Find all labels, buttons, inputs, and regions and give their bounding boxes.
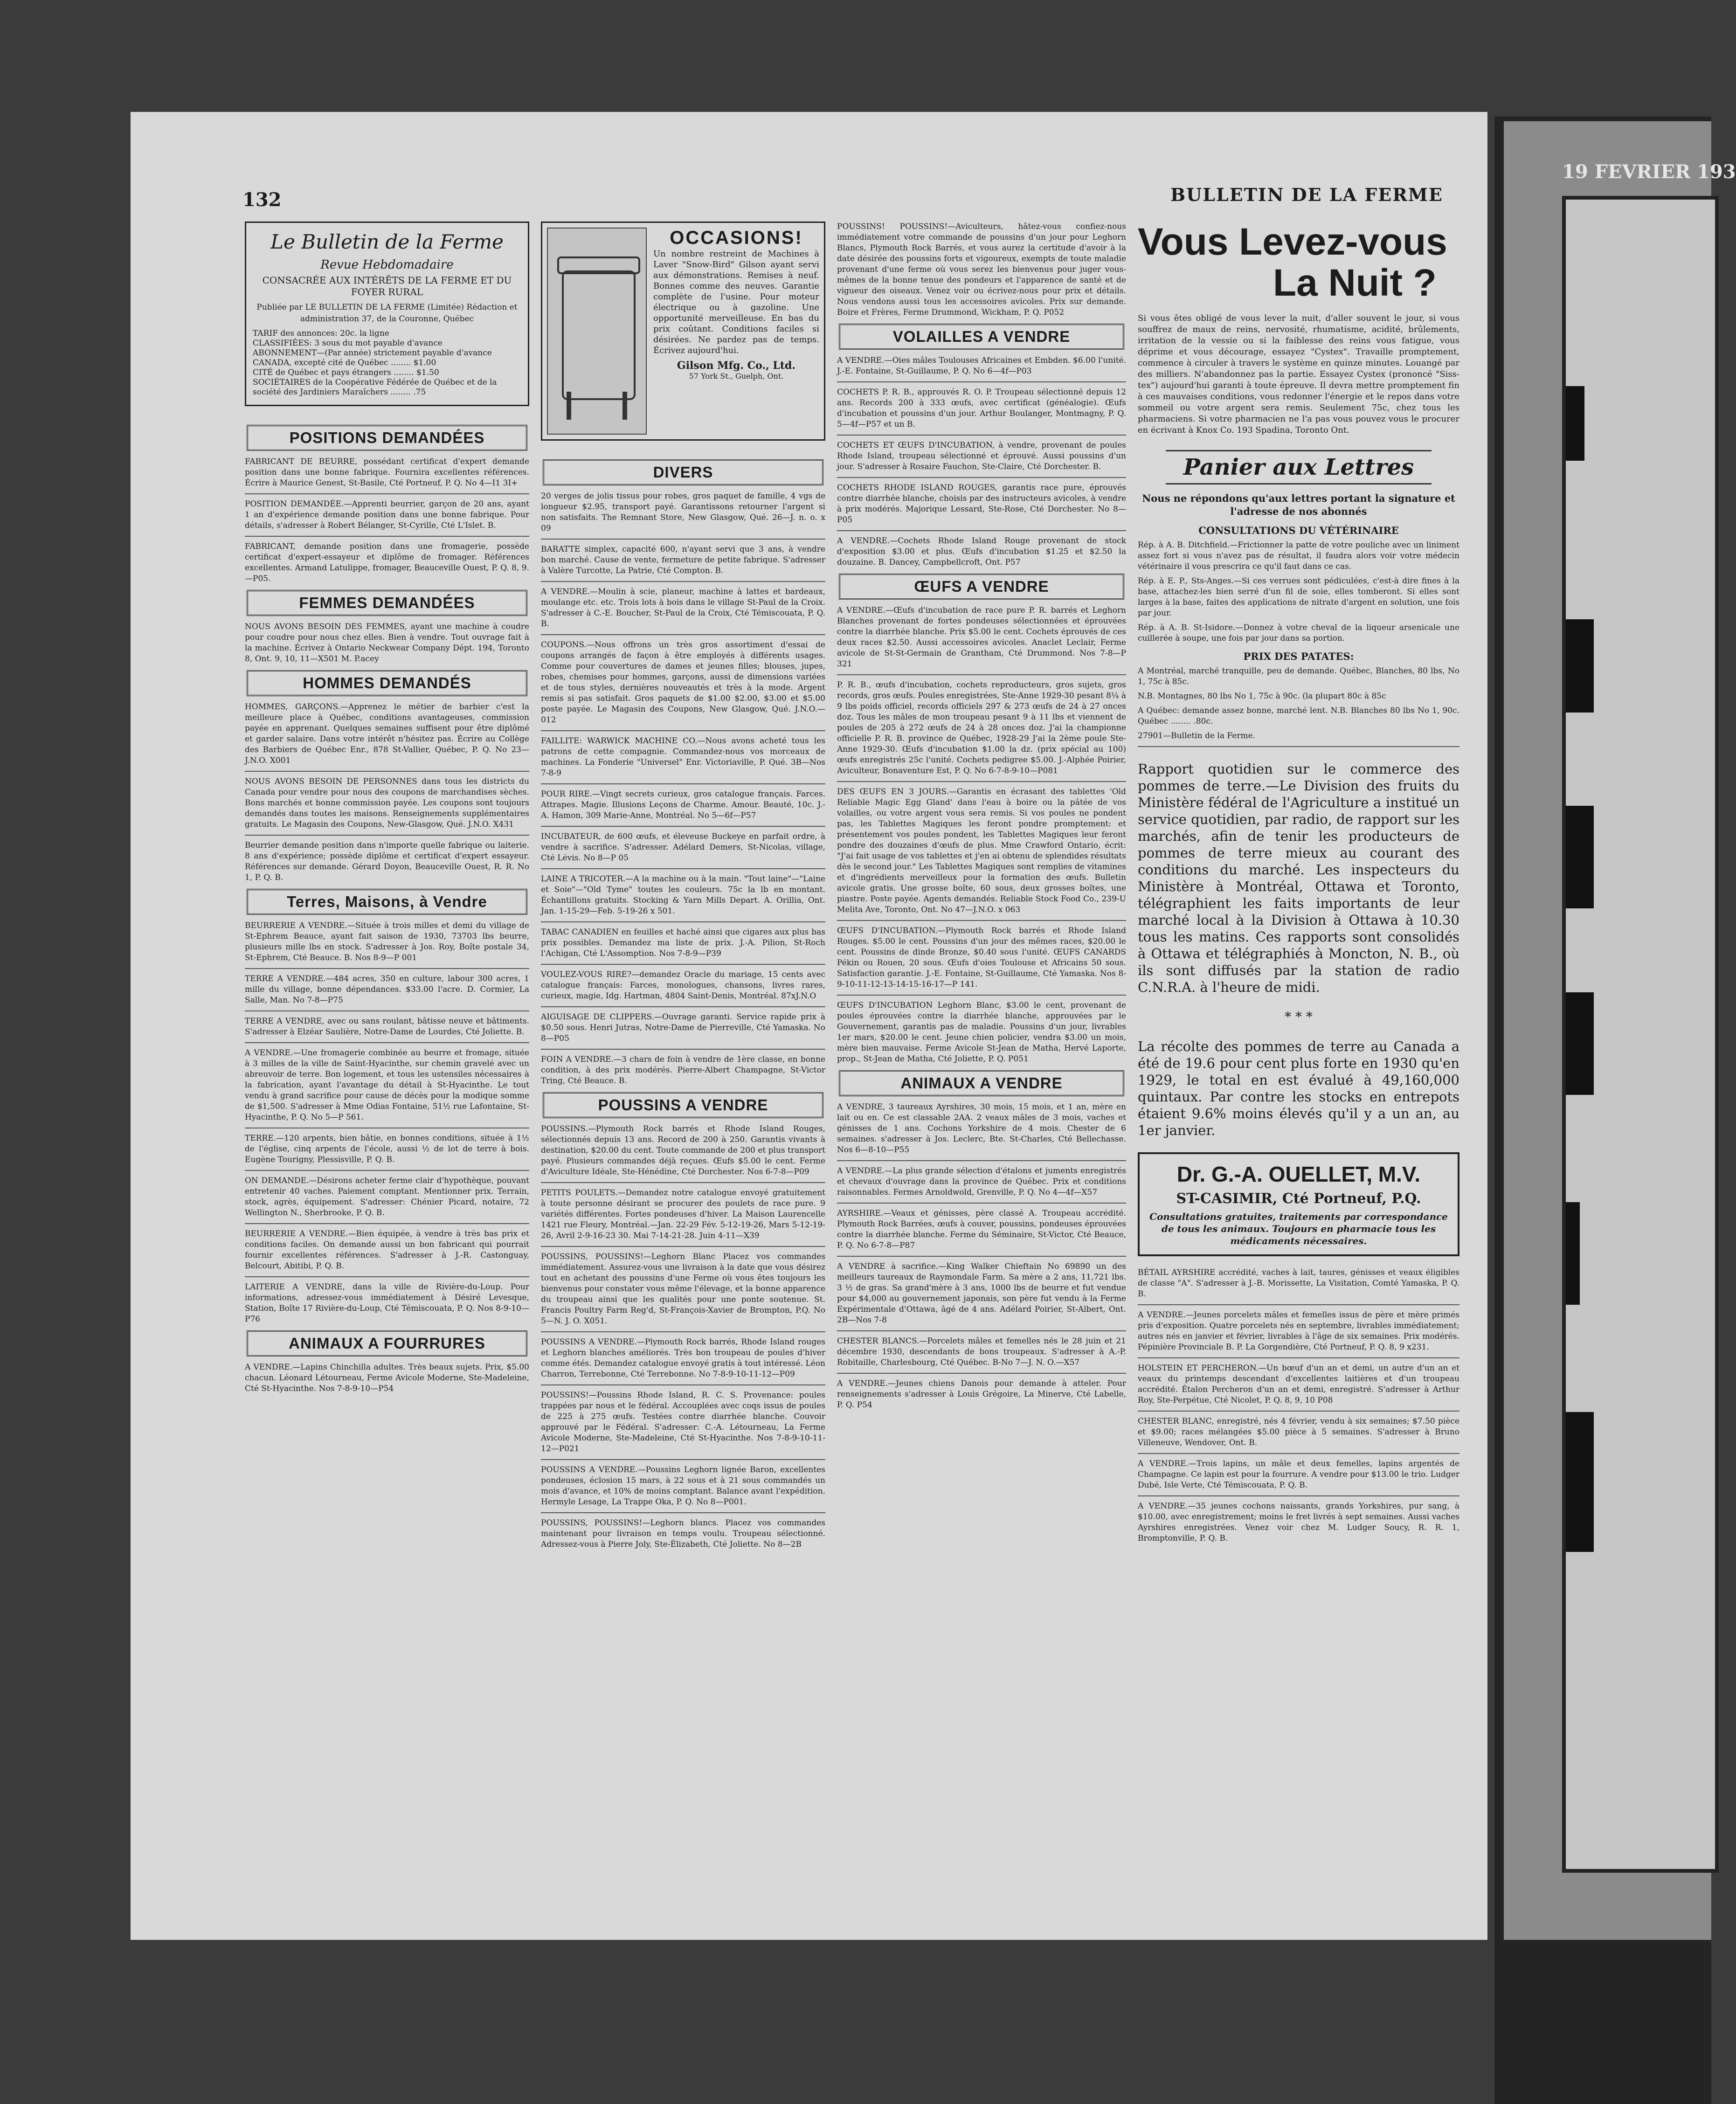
column-2: [541, 221, 825, 1554]
classified-ad: BARATTE simplex, capacité 600, n'ayant servi que 3 ans, à vendre bon marché. Cause de vente, fermeture de petite fabrique. S'adresser à Valère Turcotte, La Patrie, Cté Compton. B.: [541, 545, 825, 575]
classified-ad: POUSSINS, POUSSINS!—Leghorn Blanc Placez vos commandes immédiatement. Assurez-vous une livraison à la date que vous désirez tout en achetant des poussins d'une Ferme où vous êtes toujours les bienvenus pour constater vous même l'élevage, et la bonne apparence du troupeau ainsi que les qualités pour une ponte soutenue. St. Francis Poultry Farm Reg'd, St-François-Xavier de Brompton, P.Q. No 5—N. J. O. X051.: [541, 1252, 825, 1326]
classified-ad: COCHETS RHODE ISLAND ROUGES, garantis race pure, éprouvés contre diarrhée blanche, choisis par des instructeurs avicoles, à vendre à prix modérés. Majorique Lessard, Ste-Rose, Cté Dorchester. No 8—P05: [837, 483, 1126, 525]
section-heading: Terres, Maisons, à Vendre: [247, 889, 527, 915]
section-heading: ANIMAUX A FOURRURES: [247, 1330, 527, 1357]
divider: [1138, 1453, 1459, 1454]
divider: [541, 730, 825, 731]
classified-ad: FABRICANT DE BEURRE, possédant certificat d'expert demande position dans une bonne fabrique. Fournira excellentes références. Écrire à Maurice Genest, St-Basile, Cté Portneuf, P. Q. No 4—I1 3I+: [245, 457, 529, 488]
classified-ad: 20 verges de jolis tissus pour robes, gros paquet de famille, 4 vgs de longueur $2.95, transport payé. Garantissons retourner l'argent si non satisfaits. The Remnant Store, New Glasgow, Qué. 26—J. n. o. x 09: [541, 491, 825, 533]
classified-ad: CHESTER BLANCS.—Porcelets mâles et femelles nés le 28 juin et 21 décembre 1930, descendants de bons troupeaux. S'adresser à A.-P. Robitaille, Charlesbourg, Cté Québec. B-No 7—J. N. O.—X57: [837, 1336, 1126, 1367]
washing-machine-icon: [547, 228, 647, 435]
prix-heading: PRIX DES PATATES:: [1243, 651, 1354, 662]
classified-ad: FABRICANT, demande position dans une fromagerie, possède certificat d'expert-essayeur et diplôme de fromager. Références excellentes. Armand Latulippe, fromager, Beauceville Ouest, P. Q. 8, 9.—P05.: [245, 542, 529, 583]
divider: [837, 1330, 1126, 1331]
classified-ad: A VENDRE.—35 jeunes cochons naissants, grands Yorkshires, pur sang, à $10.00, avec enregistrement; moins le fret livrés à sept semaines. Aussi vaches Ayrshires enregistrées. Venez voir chez M. Ludger Soucy, R. R. 1, Bromptonville, P. Q. B.: [1138, 1502, 1459, 1543]
divider: [541, 1384, 825, 1385]
classified-ad: HOMMES, GARÇONS.—Apprenez le métier de barbier c'est la meilleure place à Québec, conditions avantageuses, commission payée en apprenant. Quelques semaines suffisent pour être diplômé et garder salaire. Dans votre intérêt n'hésitez pas. Écrire au Collège des Barbiers de Québec Enr., 878 St-Vallier, Québec, P. Q. No 23—J.N.O. X001: [245, 702, 529, 765]
divider: [245, 1042, 529, 1043]
divider: [1138, 746, 1459, 747]
classified-ad: NOUS AVONS BESOIN DE PERSONNES dans tous les districts du Canada pour vendre pour nous des coupons de marchandises sèches. Bons marchés et bonne commission payée. Les coupons sont toujours demandés dans toutes les maisons. Renseignements supplémentaires gratuits. Le Magasin des Coupons, New-Glasgow, Qué. J.N.O. X431: [245, 777, 529, 829]
consult-reply: Rép. à E. P., Sts-Anges.—Si ces verrues sont pédiculées, c'est-à dire fines à la base, attachez-les bien serré d'un fil de soie, elles tomberont. Si elles sont larges à la base, faites des applications de nitrate d'argent en solution, une fois par jour.: [1138, 576, 1459, 618]
divider: [245, 493, 529, 494]
classified-ad: POUSSINS! POUSSINS!—Aviculteurs, hâtez-vous confiez-nous immédiatement votre commande de poussins d'un jour pour Leghorn Blancs, Plymouth Rock Barrés, et vous aurez la certitude d'avoir à la date désirée des poussins forts et vigoureux, exempts de toute maladie provenant d'une ferme où vous serez les bienvenus pour juger vous-mêmes de la bonne tenue des pondeurs et l'apparence de santé et de vigueur des oiseaux. Venez voir ou écrivez-nous pour prix et détails. Nous vendons aussi tous les accessoires avicoles. Prix sur demande. Boire et Frères, Ferme Drummond, Wickham, P. Q. P052: [837, 222, 1126, 317]
classified-ad: AIGUISAGE DE CLIPPERS.—Ouvrage garanti. Service rapide prix à $0.50 sous. Henri Jutras, Notre-Dame de Pierreville, Cté Yamaska. No 8—P05: [541, 1012, 825, 1043]
divider: [541, 539, 825, 540]
rate-line: TARIF des annonces: 20c. la ligne: [253, 329, 389, 338]
classified-ad: ŒUFS D'INCUBATION Leghorn Blanc, $3.00 le cent, provenant de poules éprouvées contre la diarrhée blanche, approuvées par le Gouvernement, garantis pas de maladie. Poussins d'un jour, livrables 1er mars, $20.00 le cent. Jeune chien policier, vendra $3.00 un mois, mère bien mauvaise. Ferme Avicole St-Jean de Matha, Hervé Laporte, prop., St-Jean de Matha, Cté Joliette, P. Q. P051: [837, 1001, 1126, 1064]
masthead-subtitle: Revue Hebdomadaire: [320, 258, 454, 272]
divider: [541, 634, 825, 635]
ouellet-name: Dr. G.-A. OUELLET, M.V.: [1176, 1162, 1421, 1186]
masthead-box: [245, 221, 529, 406]
classified-ad: NOUS AVONS BESOIN DES FEMMES, ayant une machine à coudre pour coudre pour nous chez elles. Bien à vendre. Tout ouvrage fait à la machine. Écrivez à Ontario Neckwear Company Dépt. 194, Toronto 8, Ont. 9, 10, 11—X501 M. P.acey: [245, 622, 529, 664]
classified-ad: A VENDRE.—Moulin à scie, planeur, machine à lattes et bardeaux, moulange etc. etc. Trois lots à bois dans le village St-Paul de la Croix. S'adresser à C.-E. Boucher, St-Paul de la Croix, Cté Témiscouata, P. Q. B.: [541, 587, 825, 629]
column-3: [837, 221, 1126, 1414]
adjacent-page-date: 19 FEVRIER 193: [1562, 161, 1736, 183]
occasions-title: OCCASIONS!: [670, 228, 803, 248]
classified-ad: COCHETS ET ŒUFS D'INCUBATION, à vendre, provenant de poules Rhode Island, troupeau sélectionné et éprouvé. Aussi poussins d'un jour. S'adresser à Rosaire Fauchon, Ste-Claire, Cté Dorchester. B.: [837, 441, 1126, 471]
panier-note: Nous ne répondons qu'aux lettres portant la signature et l'adresse de nos abonnés: [1142, 492, 1455, 517]
divider: [541, 964, 825, 965]
rate-line: CLASSIFIÉES: 3 sous du mot payable d'avance: [253, 339, 443, 348]
classified-ad: COUPONS.—Nous offrons un très gros assortiment d'essai de coupons arrangés de façon à être employés à différents usages. Comme pour couvertures de dames et jeunes filles; blouses, jupes, robes, chemises pour hommes, garçons, aussi de dimensions variées et de tous styles, dernières nouveautés et très à la mode. Argent remis si pas satisfait. Gros paquets de $1.00 $2.00, $3.00 et $5.00 poste payée. Le Magasin des Coupons, New Glasgow, Qué. J.N.O.—012: [541, 640, 825, 725]
panier-heading: Panier aux Lettres: [1166, 450, 1432, 484]
cystex-body: Si vous êtes obligé de vous lever la nuit, d'aller souvent le jour, si vous souffrez de maux de reins, nervosité, rhumatisme, acidité, brûlements, irritation de la vessie ou si la faiblesse des reins vous fatigue, vous déprime et vous décourage, essayez "Cystex". Travaille promptement, commence à circuler à travers le système en quinze minutes. Louangé par des milliers. N'abandonnez pas la partie. Essayez Cystex (prononcé "Siss-tex") aujourd'hui garanti à toute épreuve. Il devra mettre promptement fin à ces mauvaises conditions, vous redonner l'énergie et le repos dans votre sommeil ou votre argent sera remis. Seulement 75c, chez tous les pharmaciens. Si votre pharmacien ne l'a pas vous pouvez vous le procurer en écrivant à Knox Co. 193 Spadina, Toronto Ont.: [1138, 313, 1459, 435]
classified-ad: CHESTER BLANC, enregistré, nés 4 février, vendu à six semaines; $7.50 pièce et $9.00; races mélangées $5.00 pièce à 5 semaines. S'adresser à Bruno Villeneuve, Wendover, Ont. B.: [1138, 1417, 1459, 1447]
headline-line-2: La Nuit ?: [1273, 262, 1437, 304]
classified-ad: TERRE A VENDRE.—484 acres, 350 en culture, labour 300 acres, 1 mille du village, bonne dépendances. $33.00 l'acre. D. Cormier, La Salle, Man. No 7-8—P75: [245, 974, 529, 1005]
section-heading: HOMMES DEMANDÉS: [247, 670, 527, 696]
divider: [837, 1256, 1126, 1257]
classified-ad: BEURRERIE A VENDRE.—Bien équipée, à vendre à très bas prix et conditions faciles. On demande aussi un bon fabricant qui pourrait fournir excellentes références. S'adresser à J.-R. Castonguay, Belcourt, Abitibi, P. Q. B.: [245, 1229, 529, 1271]
divider: [541, 826, 825, 827]
section-heading: POUSSINS A VENDRE: [543, 1092, 823, 1118]
classified-ad: INCUBATEUR, de 600 œufs, et éleveuse Buckeye en parfait ordre, à vendre à sacrifice. S'adresser. Adélard Demers, St-Nicolas, village, Cté Lévis. No 8—P 05: [541, 832, 825, 863]
classified-ad: PETITS POULETS.—Demandez notre catalogue envoyé gratuitement à toute personne désirant se procurer des poulets de race pure. 9 variétés différentes. Fortes pondeuses d'hiver. La Maison Laurencelle 1421 rue Fleury, Montréal.—Jan. 22-29 Fév. 5-12-19-26, Mars 5-12-19-26, Avril 2-9-16-23 30. Mai 7-14-21-28. Juin 4-11—X39: [541, 1188, 825, 1240]
classified-ad: POUSSINS.—Plymouth Rock barrés et Rhode Island Rouges, sélectionnés depuis 13 ans. Record de 200 à 250. Garantis vivants à destination, $20.00 du cent. Toute commande de 200 et plus transport payé. Plusieurs commandes déjà reçues. Œufs $5.00 le cent. Ferme d'Aviculture Idéale, Ste-Hénédine, Cté Dorchester. Nos 6-7-8—P09: [541, 1124, 825, 1177]
classified-ad: TERRE.—120 arpents, bien bâtie, en bonnes conditions, située à 1½ de l'église, cinq arpents de l'école, aussi ½ de lot de terre à bois. Eugène Tourigny, Plessisville, P. Q. B.: [245, 1134, 529, 1164]
classified-ad: POUSSINS A VENDRE.—Poussins Leghorn lignée Baron, excellentes pondeuses, éclosion 15 mars, à 22 sous et à 21 sous commandés un mois d'avance, et 10% de moins comptant. Balance avant l'expédition. Hermyle Lesage, La Trappe Oka, P. Q. No 8—P001.: [541, 1465, 825, 1507]
classified-ad: ON DEMANDE.—Désirons acheter ferme clair d'hypothèque, pouvant entretenir 40 vaches. Paiement comptant. Mentionner prix. Terrain, stock, agrès, équipement. S'adresser: Chénier Picard, notaire, 72 Wellington N., Sherbrooke, P. Q. B.: [245, 1176, 529, 1218]
adjacent-page: [1504, 121, 1736, 1940]
divider: [245, 1276, 529, 1277]
classified-ad: Beurrier demande position dans n'importe quelle fabrique ou laiterie. 8 ans d'expérience; possède diplôme et certificat d'expert essayeur. Références sur demande. Gérard Doyon, Beauceville Ouest, R. R. No 1, P. Q. B.: [245, 841, 529, 882]
ouellet-ad: [1138, 1152, 1459, 1256]
divider: [837, 1373, 1126, 1374]
classified-ad: A VENDRE.—Trois lapins, un mâle et deux femelles, lapins argentés de Champagne. Ce lapin est pour la fourrure. A vendre pour $13.00 le trio. Ludger Dubé, Isle Verte, Cté Témiscouata, P. Q. B.: [1138, 1459, 1459, 1490]
divider: [245, 835, 529, 836]
classified-ad: A VENDRE.—Oies mâles Toulouses Africaines et Embden. $6.00 l'unité. J.-E. Fontaine, St-Guillaume, P. Q. No 6—4f—P03: [837, 356, 1126, 376]
classified-ad: POUR RIRE.—Vingt secrets curieux, gros catalogue français. Farces. Attrapes. Magie. Illusions Leçons de Charme. Amour. Beauté, 10c. J.-A. Hamon, 309 Marie-Anne, Montréal. No 5—6f—P57: [541, 789, 825, 820]
price-line: A Montréal, marché tranquille, peu de demande. Québec, Blanches, 80 lbs, No 1, 75c à 85c.: [1138, 666, 1459, 686]
adjacent-glyph: [1566, 806, 1594, 908]
divider: [837, 674, 1126, 675]
adjacent-glyph: [1566, 992, 1594, 1095]
divider: [245, 771, 529, 772]
classified-ad: HOLSTEIN ET PERCHERON.—Un bœuf d'un an et demi, un autre d'un an et veaux du printemps descendant d'excellentes laitières et d'un troupeau accrédité. Étalon Percheron d'un an et demi, enregistré. S'adresser à Arthur Roy, Ste-Perpétue, Cté Nicolet, P. Q. 8, 9, 10 P08: [1138, 1363, 1459, 1405]
classified-ad: FAILLITE: WARWICK MACHINE CO.—Nous avons acheté tous les patrons de cette compagnie. Commandez-nous vos morceaux de machines. La Fonderie "Universel" Enr. Victoriaville, P. Qué. 3B—Nos 7-8-9: [541, 736, 825, 778]
divider: [1138, 1495, 1459, 1496]
classified-ad: AYRSHIRE.—Veaux et génisses, père classé A. Troupeau accrédité. Plymouth Rock Barrées, œufs à couver, poussins, pondeuses éprouvées contre la diarrhée blanche. Ferme du Séminaire, St-Victor, Cté Beauce, P. Q. No 6-7-8—P87: [837, 1209, 1126, 1250]
rate-line: SOCIÉTAIRES de la Coopérative Fédérée de Québec et de la société des Jardiniers Maraîchers ........ .75: [253, 378, 497, 397]
divider: [837, 530, 1126, 531]
column-4: [1138, 221, 1459, 1548]
divider: [837, 995, 1126, 996]
adjacent-glyph: [1566, 1412, 1594, 1552]
divider: [837, 381, 1126, 382]
divider: [541, 1331, 825, 1332]
classified-ad: TERRE A VENDRE, avec ou sans roulant, bâtisse neuve et bâtiments. S'adresser à Elzéar Saulière, Notre-Dame de Lourdes, Cté Joliette. B.: [245, 1017, 529, 1037]
divider: [541, 1049, 825, 1050]
classified-ad: P. R. B., œufs d'incubation, cochets reproducteurs, gros sujets, gros records, gros œufs. Poules enregistrées, Ste-Anne 1929-30 pesant 8¼ à 9 lbs poids officiel, records officiels 297 & 273 œufs de 24 à 27 onces doz. Tous les mâles de mon troupeau pesant 9 à 11 lbs et viennent de poules de 205 à 272 œufs de 24 à 28 onces doz. J'ai la championne officielle P. R. B. province de Québec, 1928-29 J'ai la 2ème poule Ste-Anne 1929-30. Œufs d'incubation $1.00 la dz. (prix spécial au 100) œufs enregistrés 25c l'unité. Cochets pedigree $5.00. J.-Alphée Poirier, Aviculteur, Bonaventure Est, P. Q. No 6-7-8-9-10—P081: [837, 680, 1126, 775]
divider: [245, 1010, 529, 1011]
classified-ad: TABAC CANADIEN en feuilles et haché ainsi que cigares aux plus bas prix possibles. Demandez ma liste de prix. J.-A. Pilion, St-Roch l'Achigan, Cté L'Assomption. Nos 7-8-9—P39: [541, 927, 825, 958]
stars-divider: * * *: [1285, 1009, 1313, 1024]
classified-ad: A VENDRE.—Jeunes porcelets mâles et femelles issus de père et mère primés pris d'exposition. Quatre porcelets nés en septembre, livrables immédiatement; autres nés en janvier et février, livrables à l'âge de six semaines. Prix modérés. Pépinière Provinciale B. P. La Gorgendière, Cté Portneuf, P. Q. 8, 9 x231.: [1138, 1310, 1459, 1352]
classified-ad: A VENDRE à sacrifice.—King Walker Chieftain No 69890 un des meilleurs taureaux de Raymondale Farm. Sa mère a 2 ans, 11,721 lbs. 3 ½ de gras. Sa grand'mère à 3 ans, 1000 lbs de beurre et fut vendue pour $4,000 au gouvernement japonais, son père fut vendu à la Ferme Expérimentale d'Ottawa, âgé de 4 ans. Adélard Poirier, St-Albert, Ont. 2B—Nos 7-8: [837, 1262, 1126, 1325]
occasions-ad: [541, 221, 825, 441]
divider: [541, 1246, 825, 1247]
consult-heading: CONSULTATIONS DU VÉTÉRINAIRE: [1198, 525, 1399, 536]
classified-ad: A VENDRE.—Lapins Chinchilla adultes. Très beaux sujets. Prix, $5.00 chacun. Léonard Létourneau, Ferme Avicole Moderne, Ste-Madeleine, Cté St-Hyacinthe. Nos 7-8-9-10—P54: [245, 1363, 529, 1393]
classified-ad: POUSSINS, POUSSINS!—Leghorn blancs. Placez vos commandes maintenant pour livraison en temps voulu. Troupeau sélectionné. Adressez-vous à Pierre Joly, Ste-Élizabeth, Cté Joliette. No 8—2B: [541, 1518, 825, 1549]
classified-ad: VOULEZ-VOUS RIRE?—demandez Oracle du mariage, 15 cents avec catalogue français: Farces, monologues, chansons, livres rares, curieux, magie, Idg. Hartman, 4804 Saint-Denis, Montréal. 87xJ.N.O: [541, 970, 825, 1001]
price-line: 27901—Bulletin de la Ferme.: [1138, 731, 1256, 741]
consult-reply: Rép. à A. B. St-Isidore.—Donnez à votre cheval de la liqueur arsenicale une cuillerée à soupe, une fois par jour dans sa portion.: [1138, 623, 1459, 643]
running-head: BULLETIN DE LA FERME: [1170, 184, 1443, 205]
divider: [837, 435, 1126, 436]
divider: [541, 1512, 825, 1513]
divider: [1138, 1357, 1459, 1358]
section-heading: FEMMES DEMANDÉES: [247, 590, 527, 616]
occasions-address: 57 York St., Guelph, Ont.: [689, 372, 784, 381]
classified-ad: A VENDRE.—La plus grande sélection d'étalons et juments enregistrés et chevaux d'ouvrage dans la province de Québec. Prix et conditions raisonnables. Fermes Arnoldwold, Grenville, P. Q. No 4—4f—X57: [837, 1166, 1126, 1197]
section-heading: ANIMAUX A VENDRE: [839, 1070, 1124, 1096]
classified-ad: A VENDRE.—Cochets Rhode Island Rouge provenant de stock d'exposition $3.00 et plus. Œufs d'incubation $1.25 et $2.50 la douzaine. B. Dancey, Campbellcroft, Ont. P57: [837, 536, 1126, 567]
section-heading: VOLAILLES A VENDRE: [839, 324, 1124, 350]
divider: [245, 536, 529, 537]
classified-ad: A VENDRE.—Une fromagerie combinée au beurre et fromage, située à 3 milles de la ville de Saint-Hyacinthe, sur chemin gravelé avec un abreuvoir de terre. Bon logement, et tous les ustensiles nécessaires à la fabrication, ayant l'avantage du détail à St-Hyacinthe. Le tout vendu à grand sacrifice pour cause de décès pour la modique somme de $1,500. S'adresser à Mme Odias Fontaine, 51½ rue Lafontaine, St-Hyacinthe, P. Q. No 5—P 561.: [245, 1048, 529, 1122]
potato-report: Rapport quotidien sur le commerce des pommes de terre.—Le Division des fruits du Ministère fédéral de l'Agriculture a institué un service quotidien, par radio, de rapport sur les marchés, afin de tenir les producteurs de pommes de terre mieux au courant des conditions du marché. Les inspecteurs du Ministère à Montréal, Ottawa et Toronto, télégraphient les faits importants de leur marché local à la Division à Ottawa à 10.30 tous les matins. Ces rapports sont consolidés à Ottawa et télégraphiés à Moncton, N. B., où ils sont diffusés par la station de radio C.N.R.A. à l'heure de midi.: [1138, 761, 1459, 995]
masthead-mission: CONSACRÉE AUX INTÉRÊTS DE LA FERME ET DU FOYER RURAL: [262, 275, 512, 298]
section-heading: ŒUFS A VENDRE: [839, 574, 1124, 600]
masthead-title: Le Bulletin de la Ferme: [270, 230, 504, 253]
price-line: N.B. Montagnes, 80 lbs No 1, 75c à 90c. (la plupart 80c à 85c: [1138, 692, 1386, 701]
cystex-headline: [1138, 221, 1459, 304]
divider: [541, 1459, 825, 1460]
section-heading: POSITIONS DEMANDÉES: [247, 425, 527, 451]
column-1: [245, 221, 529, 1398]
classified-ad: FOIN A VENDRE.—3 chars de foin à vendre de 1ère classe, en bonne condition, à des prix modérés. Pierre-Albert Champagne, St-Victor Tring, Cté Beauce. B.: [541, 1055, 825, 1086]
potato-harvest: La récolte des pommes de terre au Canada a été de 19.6 pour cent plus forte en 1930 qu'en 1929, le total en est évalué à 49,160,000 quintaux. Par contre les stocks en entrepots étaient 9.6% moins élevés qu'il y a un an, au 1er janvier.: [1138, 1038, 1459, 1138]
adjacent-page-frame: [1562, 196, 1719, 1873]
divider: [245, 1170, 529, 1171]
divider: [245, 1223, 529, 1224]
classified-ad: COCHETS P. R. B., approuvés R. O. P. Troupeau sélectionné depuis 12 ans. Records 200 à 333 œufs, avec certificat (généalogie). Œufs d'incubation et poussins d'un jour. Arthur Boulanger, Montmagny, P. Q. 5—4f—P57 et un B.: [837, 388, 1126, 429]
masthead-publisher: Publiée par LE BULLETIN DE LA FERME (Limitée) Rédaction et administration 37, de la Couronne, Québec: [256, 303, 518, 324]
rate-line: CANADA, excepté cité de Québec ........ $1.00: [253, 358, 436, 367]
rate-line: CITÉ de Québec et pays étrangers ........ $1.50: [253, 368, 439, 377]
classified-ad: ŒUFS D'INCUBATION.—Plymouth Rock barrés et Rhode Island Rouges. $5.00 le cent. Poussins d'un jour des mêmes races, $20.00 le cent. Poussins de dinde Bronze, $0.40 sous l'unité. ŒUFS CANARDS Pékin ou Rouen, 20 sous. Œufs d'oies Toulouse et Africains 50 sous. Satisfaction garantie. J.-E. Fontaine, St-Guillaume, Cté Yamaska. Nos 8-9-10-11-12-13-14-15-16-17—P 141.: [837, 926, 1126, 989]
divider: [837, 781, 1126, 782]
adjacent-glyph: [1566, 386, 1584, 461]
classified-ad: LAINE A TRICOTER.—A la machine ou à la main. "Tout laine"—"Laine et Soie"—"Old Tyme" toutes les couleurs. 75c la lb en montant. Échantillons gratuits. Stocking & Yarn Mills Depart. A. Orillia, Ont. Jan. 1-15-29—Feb. 5-19-26 x 501.: [541, 874, 825, 916]
divider: [1138, 1304, 1459, 1305]
classified-ad: A VENDRE.—Jeunes chiens Danois pour demande à atteler. Pour renseignements s'adresser à Louis Grégoire, La Minerve, Cté Labelle, P. Q. P54: [837, 1379, 1126, 1410]
divider: [1138, 1411, 1459, 1412]
classified-ad: POSITION DEMANDÉE.—Apprenti beurrier, garçon de 20 ans, ayant 1 an d'expérience demande position dans une bonne fabrique. Pour détails, s'adresser à Robert Bélanger, St-Cyrille, Cté L'Islet. B.: [245, 499, 529, 530]
section-heading: DIVERS: [543, 459, 823, 485]
classified-ad: A VENDRE, 3 taureaux Ayrshires, 30 mois, 15 mois, et 1 an, mère en lait ou en. Ce est classable 2AA. 2 veaux mâles de 3 mois, vaches et génisses de 1 ans. Cochons Yorkshire de 4 mois. Chester de 6 semaines. s'adresser à Jos. Leclerc, Bte. St-Charles, Cté Bellechasse. Nos 6—8-10—P55: [837, 1102, 1126, 1155]
occasions-company: Gilson Mfg. Co., Ltd.: [677, 360, 796, 372]
divider: [837, 1160, 1126, 1161]
divider: [837, 920, 1126, 921]
classified-ad: POUSSINS A VENDRE.—Plymouth Rock barrés, Rhode Island rouges et Leghorn blanches améliorés. Très bon troupeau de poules d'hiver comme étés. Demandez catalogue envoyé gratis à tout intéressé. Léon Charron, Terrebonne, Cté Terrebonne. No 7-8-9-10-11-12—P09: [541, 1337, 825, 1379]
divider: [541, 868, 825, 869]
occasions-body: Un nombre restreint de Machines à Laver "Snow-Bird" Gilson ayant servi aux démonstrations. Remises à neuf. Bonnes comme des neuves. Garantie complète de l'usine. Pour moteur électrique ou à gazoline. Une opportunité merveilleuse. En bas du prix coûtant. Conditions faciles si désirées. Ne pardez pas de temps. Écrivez aujourd'hui.: [653, 249, 819, 355]
divider: [541, 783, 825, 784]
divider: [837, 1203, 1126, 1204]
adjacent-glyph: [1566, 1202, 1580, 1305]
classified-ad: A VENDRE.—Œufs d'incubation de race pure P. R. barrés et Leghorn Blanches provenant de fortes pondeuses sélectionnées et éprouvées contre la diarrhée blanche. Prix $5.00 le cent. Cochets éprouvés de ces deux races $2.50. Aussi accessoires avicoles. Anaclet Leclair, Ferme avicole de St-St-Germain de Grantham, Cté Drummond. Nos 7-8—P 321: [837, 606, 1126, 669]
divider: [541, 1006, 825, 1007]
newspaper-page: [131, 112, 1487, 1940]
page-number: 132: [242, 189, 282, 211]
rate-line: ABONNEMENT—(Par année) strictement payable d'avance: [253, 348, 492, 358]
classified-ad: POUSSINS!—Poussins Rhode Island, R. C. S. Provenance: poules trappées par nous et le fédéral. Accouplées avec coqs issus de poules de 225 à 275 œufs. Testées contre diarrhée blanche. Couvoir approuvé par le Fédéral. S'adresser: C.-A. Létourneau, La Ferme Avicole Moderne, Ste-Madeleine, Cté St-Hyacinthe. Nos 7-8-9-10-11-12—P021: [541, 1391, 825, 1453]
divider: [541, 581, 825, 582]
classified-ad: LAITERIE A VENDRE, dans la ville de Rivière-du-Loup. Pour informations, adressez-vous immédiatement à Désiré Levesque, Station, Boîte 17 Rivière-du-Loup, Cté Témiscouata, P. Q. Nos 8-9-10—P76: [245, 1282, 529, 1324]
divider: [541, 921, 825, 922]
ouellet-location: ST-CASIMIR, Cté Portneuf, P.Q.: [1176, 1190, 1421, 1207]
price-line: A Québec: demande assez bonne, marché lent. N.B. Blanches 80 lbs No 1, 90c. Québec ........ .80c.: [1138, 706, 1459, 726]
divider: [541, 1182, 825, 1183]
consult-reply: Rép. à A. B. Ditchfield.—Frictionner la patte de votre pouliche avec un liniment assez fort si vous n'avez pas de résultat, il faudra alors voir votre médecin vétérinaire il vous prescrira ce qu'il faut dans ce cas.: [1138, 540, 1459, 571]
classified-ad: DES ŒUFS EN 3 JOURS.—Garantis en écrasant des tablettes 'Old Reliable Magic Egg Gland' dans l'eau à boire ou la pâtée de vos volailles, ou votre argent vous sera remis. Si vos poules ne pondent pas, les Tablettes Magiques les feront pondre promptement: et présentement vos poules pondent, les Tablettes Magiques leur feront pondre des douzaines d'œufs de plus. Mme Crawford Ontario, écrit: "J'ai fait usage de vos tablettes et j'en ai obtenu de splendides résultats dès le second jour." Les Tablettes Magiques sont remplies de vitamines et d'ingrédients merveilleux pour la formation des œufs. Bulletin avicole gratis. Une grosse boîte, 60 sous, deux grosses boîtes, une piastre. Poste payée. Agents demandés. Reliable Stock Food Co., 239-U Melita Ave, Toronto, Ont. No 47—J.N.O. x 063: [837, 787, 1126, 914]
headline-line-1: Vous Levez-vous: [1138, 221, 1447, 263]
divider: [837, 477, 1126, 478]
adjacent-glyph: [1566, 619, 1594, 713]
classified-ad: BÉTAIL AYRSHIRE accrédité, vaches à lait, taures, génisses et veaux éligibles de classe "A". S'adresser à J.-B. Morissette, La Visitation, Comté Yamaska, P. Q. B.: [1138, 1268, 1459, 1299]
divider: [245, 968, 529, 969]
classified-ad: BEURRERIE A VENDRE.—Située à trois milles et demi du village de St-Ephrem Beauce, ayant fait saison de 1930, 73703 lbs beurre, plusieurs mille lbs en stock. S'adresser à Jos. Roy, Boîte postale 34, St-Ephrem, Cté Beauce. B. Nos 8-9—P 001: [245, 921, 529, 962]
ouellet-note: Consultations gratuites, traitements par correspondance de tous les animaux. Toujours en pharmacie tous les médicaments nécessaires.: [1149, 1211, 1448, 1246]
